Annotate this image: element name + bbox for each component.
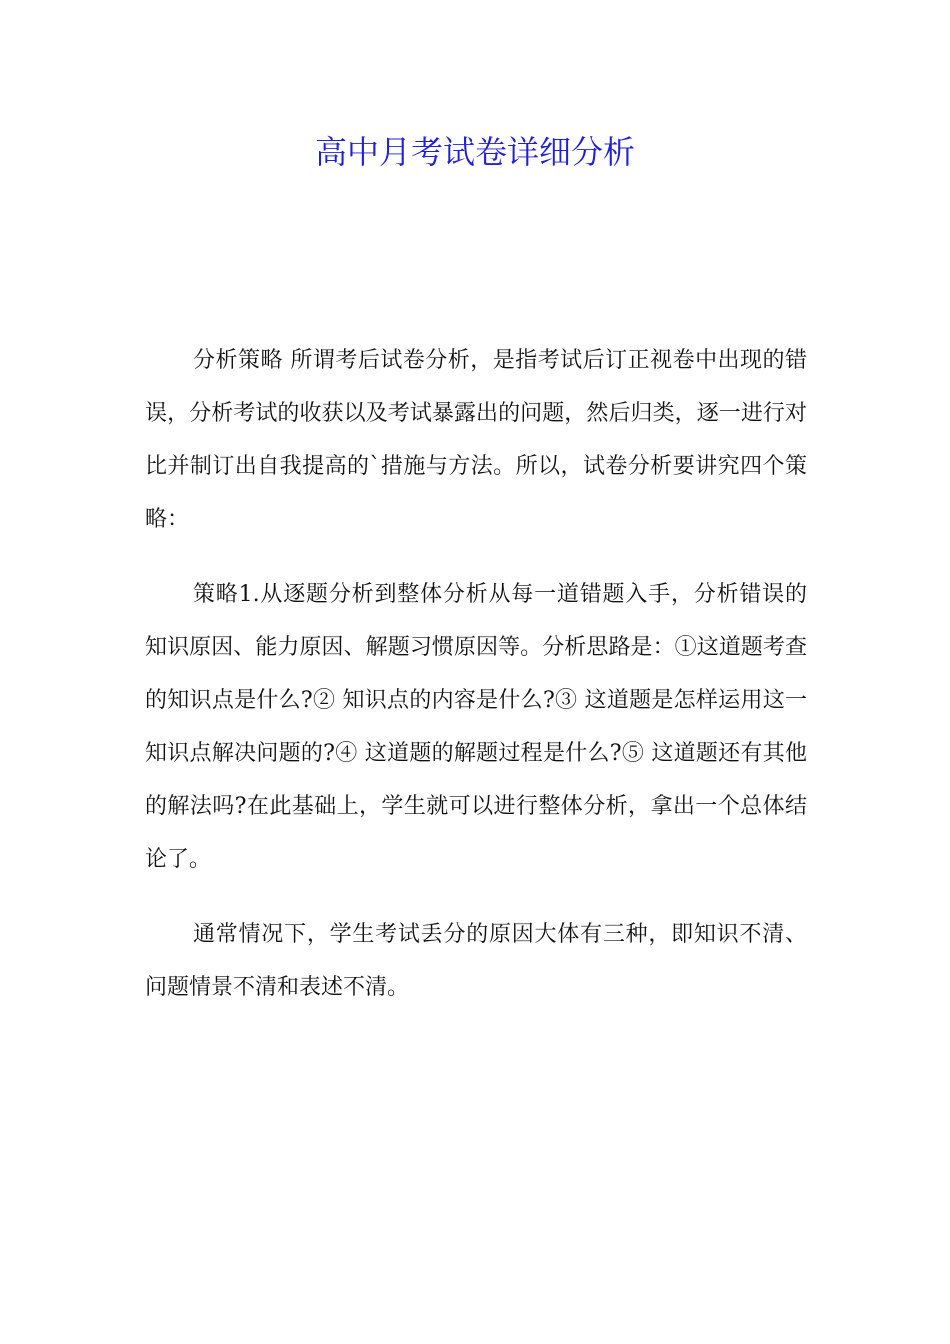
paragraph-lost-points: 通常情况下，学生考试丢分的原因大体有三种，即知识不清、问题情景不清和表述不清。: [145, 922, 807, 1000]
document-body: [145, 334, 807, 1036]
document-title: 高中月考试卷详细分析: [314, 133, 635, 171]
paragraph-strategy-1: 策略1.从逐题分析到整体分析从每一道错题入手，分析错误的知识原因、能力原因、解题习惯原因等。分析思路是：①这道题考查的知识点是什么?② 知识点的内容是什么?③ 这道题是怎样运用这一知识点解决问题的?④ 这道题的解题过程是什么?⑤ 这道题还有其他的解法吗?在此基础上，学生就可以进行整体分析，拿出一个总体结论了。: [145, 582, 807, 872]
paragraph-strategy-intro: 分析策略 所谓考后试卷分析，是指考试后订正视卷中出现的错误，分析考试的收获以及考试暴露出的问题，然后归类，逐一进行对比并制订出自我提高的`措施与方法。所以，试卷分析要讲究四个策略：: [145, 348, 807, 532]
